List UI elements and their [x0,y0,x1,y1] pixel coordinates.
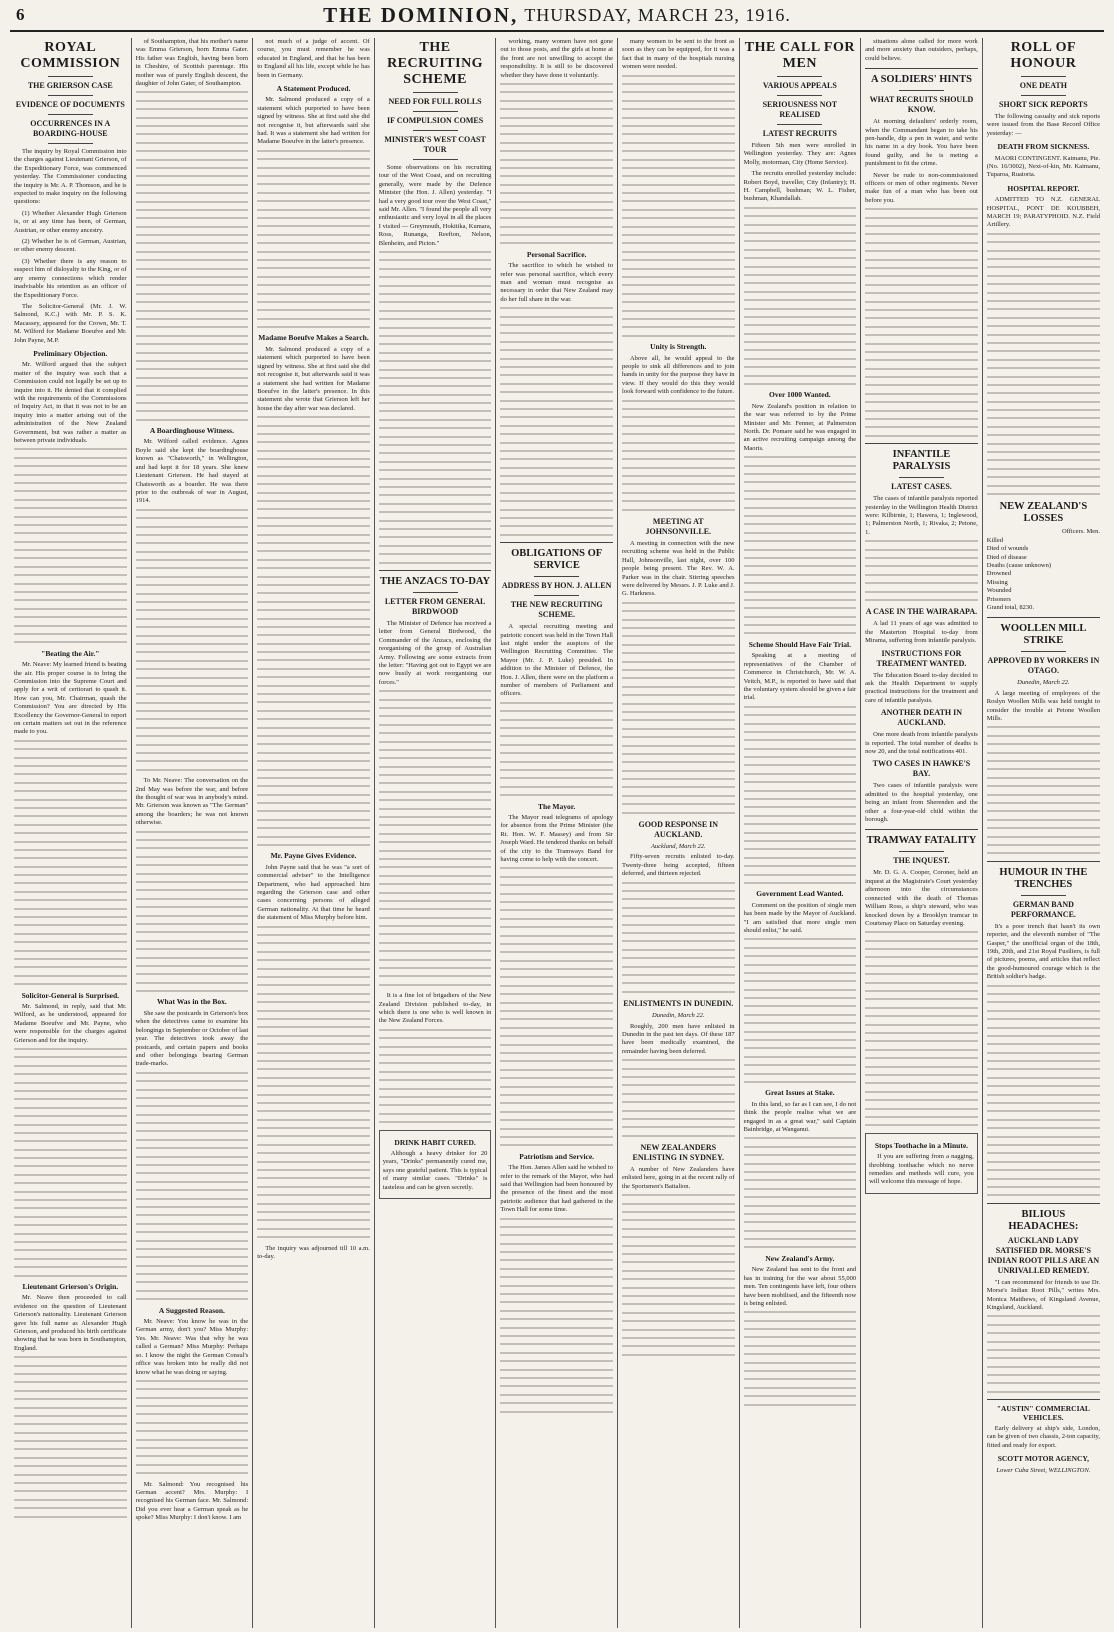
losses-table [987,537,1100,613]
section-subhead: Personal Sacrifice. [526,249,587,259]
text-filler [622,882,735,993]
article-subheadline-4: AUCKLAND LADY SATISFIED DR. MORSE'S INDIAN ROOT PILLS ARE AN UNRIVALLED REMEDY. [987,1235,1100,1275]
article-section: SERIOUSNESS NOT REALISED [762,100,838,119]
paragraph: The following casualty and sick reports were issued from the Base Record Office yesterday: — [986,113,1100,137]
losses-row [987,537,1100,545]
article-subheadline-3: THE INQUEST. [893,856,950,866]
paragraph: Mr. Salmond produced a copy of a statement which purported to have been signed by witness. She at first said she did not recognise it, but afterwards said it was a statement she had written for Madame Boeufve in the latter's presence. In this statement she wrote that Grierson left her house the day after war was declared. [257,345,370,412]
section-subhead: Lieutenant Grierson's Origin. [22,1281,119,1291]
article-subheadline-2: ADDRESS BY HON. J. ALLEN [501,581,612,591]
losses-label: Wounded [986,587,1012,595]
paragraph: many women to be sent to the front as soon as they can be equipped, for it was a fact that in many of the hospitals nursing women were needed. [621,38,735,71]
paragraph: The Solicitor-General (Mr. J. W. Salmond, K.C.) with Mr. P. S. K. Macassey, appeared for the Crown, Mr. T. M. Wilford for Madame Boeufve and Mr. John Payne, M.P. [14,302,127,344]
article-subheadline: VARIOUS APPEALS [762,81,837,90]
section-subhead: New Zealand's Army. [765,1253,835,1263]
paragraph: At morning defaulters' orderly room, when the Commandant began to take his pen-handle, dip a pen in water, and write his name in a dry book. You have been found guilty, and he is meting a punishment to fit the crime. [865,118,978,168]
paragraph: Mr. D. G. A. Cooper, Coroner, held an inquest at the Magistrate's Court yesterday afternoon into the circumstances connected with the death of Thomas William Ross, a ship's steward, who was knocked down by a Brooklyn tramcar in Courtenay Place on Saturday evening. [865,869,978,927]
advertisement [379,1130,492,1199]
section-subhead: Government Lead Wanted. [756,889,844,899]
ad-body: Although a heavy drinker for 20 years, "Drinks" permanently cured me, says one grateful patient. This is typical of many similar cases. "Drinks" is tasteless and can be given secretly. [382,1149,488,1191]
paragraph: Some observations on his recruiting tour of the West Coast, and on recruiting generally, were made by the Defence Minister (the Hon. J. Allen) yesterday. "I had a very good tour over the West Coast," said Mr. Allen. "I found the people all very enthusiastic and very loyal in all the places I visited — Greymouth, Hokitika, Kumara, Ross, Runanga, Reefton, Nelson, Blenheim, and Picton." [378,164,492,247]
ad-title: "AUSTIN" COMMERCIAL VEHICLES. [996,1404,1090,1422]
column-7 [740,38,862,1628]
text-filler [865,540,978,601]
losses-label: Died of wounds [986,545,1029,553]
text-filler [136,91,249,420]
paragraph: Mr. Neave then proceeded to call evidence on the question of Lieutenant Grierson's nationality. Lieutenant Grierson gave his full name as Alexander Hugh Grierson, and produced his birth certificate showing that he was born in Southampton, England. [14,1294,127,1352]
text-filler [136,831,249,992]
losses-row [987,562,1100,570]
text-filler [622,602,735,814]
paragraph: She saw the postcards in Grierson's box when the detectives came to examine his belongings in September or October of last year. The detectives took away the postcards, and certain papers and books and other belongings bearing German trade-marks. [135,1009,249,1068]
page-number: 6 [16,5,25,24]
text-filler [136,509,249,771]
article-section-2: MINISTER'S WEST COAST TOUR [384,135,486,154]
column-6 [618,38,740,1628]
text-filler [987,985,1100,1197]
text-filler [622,400,735,511]
losses-row [987,579,1100,587]
article-headline-2: INFANTILE PARALYSIS [892,449,951,473]
column-8 [861,38,983,1628]
section-subhead: A Boardinghouse Witness. [149,426,234,436]
losses-label: Missing [986,578,1008,586]
column-9 [983,38,1104,1628]
article-section: EVIDENCE OF DOCUMENTS [15,100,125,109]
section-heading: GOOD RESPONSE IN AUCKLAND. [638,820,719,840]
article-headline-2: OBLIGATIONS OF SERVICE [511,548,603,572]
losses-row [987,570,1100,578]
paragraph: Mr. Salmond, in reply, said that Mr. Wilford, as he understood, appeared for Madame Boeufve and Mr. Payne, who were responsible for the charges against Grierson and for the inquiry. [14,1002,127,1044]
masthead [10,0,1104,32]
article-headline-3: TRAMWAY FATALITY [866,835,977,847]
masthead-date: MARCH 23, 1916. [637,4,791,25]
losses-label: Died of disease [986,553,1027,561]
text-filler [14,740,127,985]
paragraph: The sacrifice to which he wished to refer was personal sacrifice, which every man and woman must recognise as necessary in order that New Zealand may do her full share in the war. [500,262,613,303]
text-filler [744,456,857,634]
paragraph: ADMITTED TO N.Z. GENERAL HOSPITAL, PONT DE KOUBBEH, MARCH 19; PARATYPHOID. N.Z. Field Artillery. [986,196,1100,229]
article-headline: A SOLDIERS' HINTS [870,74,972,86]
ad-title: DRINK HABIT CURED. [394,1137,476,1147]
paragraph: (1) Whether Alexander Hugh Grierson is, or at any time has been, of German, Austrian, or other enemy ancestry. [14,209,127,234]
paragraph: (2) Whether he is of German, Austrian, or other enemy descent. [14,238,127,254]
article-subheadline: NEED FOR FULL ROLLS [388,97,482,106]
dateline: Dunedin, March 22. [1017,679,1070,687]
article-headline-4: BILIOUS HEADACHES: [1008,1208,1079,1232]
paragraph: "I can recommend for friends to use Dr. Morse's Indian Root Pills," writes Mrs. Monica Matthews, of Kingsland Avenue, Kingsland, Auckland. [986,1278,1100,1311]
section-heading: A CASE IN THE WAIRARAPA. [865,607,978,617]
paragraph: A meeting in connection with the new recruiting scheme was held in the Public Hall, Johnsonville, last night, over 100 people being present. The Rev. W. A. Parker was in the chair. Stirring speeches were delivered by Messrs. J. P. Luke and J. G. Harkness. [621,540,735,598]
text-filler [136,1380,249,1474]
section-subhead: Madame Boeufve Makes a Search. [258,333,369,343]
section-subhead: HOSPITAL REPORT. [1007,183,1080,193]
losses-row [987,587,1100,595]
paragraph: It's a poor trench that hasn't its own reporter, and the eleventh number of "The Gasper," the unofficial organ of the 18th, 19th, 20th, and 21st Royal Fusiliers, is full of pictures, poems, and articles that reflect the good-humoured courage which is the British soldier's badge. [986,922,1100,981]
losses-label: Deaths (cause unknown) [986,562,1052,569]
paragraph: It is a fine lot of brigadiers of the New Zealand Division published to-day, in which there is one who is well known in the New Zealand Forces. [378,992,492,1025]
section-subhead: Solicitor-General is Surprised. [21,990,120,1000]
paragraph: Mr. Neave: You know he was in the German army, don't you? Miss Murphy: Yes. Mr. Neave: Was that why he was called a German? Miss Murphy: Perhaps so. I know the night the German Consul's office was broken into he really did not know what he was doing or saying. [135,1318,249,1376]
paragraph: The Hon. James Allen said he wished to refer to the remark of the Mayor, who had said that Wellington had been honoured by the presence of the finest and the most patriotic audience that had gathered in the Town Hall for some time. [500,1164,613,1214]
newspaper-title: THE DOMINION, [323,2,519,27]
ad-company: SCOTT MOTOR AGENCY, [997,1454,1090,1464]
losses-label: Grand total, 8230. [986,604,1035,612]
section-heading: ANOTHER DEATH IN AUCKLAND. [880,708,963,728]
paragraph: The Education Board to-day decided to ask the Health Department to supply practical instructions for the treatment and care of infantile paralysis. [865,671,978,704]
article-headline-2: WOOLLEN MILL STRIKE [1000,623,1087,647]
section-heading: TWO CASES IN HAWKE'S BAY. [872,759,971,779]
text-filler [500,83,613,244]
paragraph: Above all, he would appeal to the people to sink all differences and to join hands in unity for the purpose they have in view. If they would do this they would look forward with confidence to the future. [621,354,735,396]
losses-header-label: Officers. Men. [1062,528,1100,536]
paragraph: The recruits enrolled yesterday include: Robert Boyd, traveller, City (Infantry); H. H. Campbell, bushman; W. L. Fisher, bushman, Khandallah. [743,170,857,203]
text-filler [865,931,978,1126]
section-heading: MEETING AT JOHNSONVILLE. [645,517,712,537]
text-filler [257,150,370,328]
section-subhead: A Statement Produced. [276,84,351,94]
text-filler [987,1315,1100,1393]
article-subheadline: ONE DEATH [1019,81,1067,90]
paragraph: Fifteen 5th men were enrolled in Wellington yesterday. They are: Agnes Molly, motorman, City (Home Service). [743,142,857,166]
paragraph: situations alone called for more work and more anxiety than outsiders, perhaps, could believe. [865,38,978,62]
text-filler [14,448,127,643]
text-filler [14,1356,127,1517]
article-section-3: THE NEW RECRUITING SCHEME. [510,600,603,620]
article-section-2: LATEST RECRUITS [762,129,837,138]
section-subhead: Mr. Payne Gives Evidence. [270,851,357,861]
section-subhead: Unity is Strength. [650,342,707,352]
paragraph: Roughly, 200 men have enlisted in Dunedin in the past ten days. Of these 187 have been medically examined, the remainder having been deferred. [621,1022,735,1055]
paragraph: Mr. Wilford called evidence. Agnes Boyle said she kept the boardinghouse known as "Chatsworth," in Wellington, and had kept it for 18 years. She knew Lieutenant Grierson. He had stayed at Chatsworth as a boarder. He was there prior to the outbreak of war in August, 1914. [135,438,249,505]
section-subhead: "Beating the Air." [41,648,100,658]
paragraph: of Southampton, that his mother's name was Emma Grierson, born Emma Gater. His father was English, having been born in Cheshire, of Scottish parentage. His mother was of purely English descent, the daughter of John Gater, of Southampton. [135,38,249,88]
paragraph: Never be rude to non-commissioned officers or men of other regiments. Never make fun of a man who has been out before you. [865,171,978,204]
text-filler [744,1311,857,1405]
text-filler [500,702,613,796]
article-subheadline: THE GRIERSON CASE [27,81,113,90]
paragraph: Fifty-seven recruits enlisted to-day. Twenty-three being accepted, fifteen deferred, and thirteen rejected. [621,853,735,878]
paragraph: Early delivery at ship's side, London, can be given of two chassis, 2-ton capacity, fitted and ready for export. [986,1425,1100,1449]
article-subheadline-2: APPROVED BY WORKERS IN OTAGO. [987,656,1100,676]
paragraph: A lad 11 years of age was admitted to the Masterton Hospital to-day from Mirama, suffering from infantile paralysis. [865,620,978,645]
paragraph: (3) Whether there is any reason to suspect him of disloyalty to the King, or of any enemy connections which render inadvisable his retention as an officer of the Expeditionary Force. [14,257,127,299]
article-headline-3: HUMOUR IN THE TRENCHES [999,866,1088,890]
paragraph: A special recruiting meeting and patriotic concert was held in the Town Hall last night under the auspices of the Wellington Recruiting Committee. The Mayor (Mr. J. P. Luke) presided. In addition to the Minister of Defence, the Hon. J. Allen, there were on the platform a number of members of Parliament and officers. [500,623,613,698]
text-filler [14,1048,127,1277]
text-filler [987,726,1100,854]
losses-row [987,604,1100,612]
paragraph: working, many women have not gone out to those posts, and the girls at home at the front are not unwilling to accept the responsibility. It is still to be discovered whether they have done it voluntarily. [500,38,613,79]
paragraph: New Zealand has sent to the front and has in training for the war about 55,000 men. Ten contingents have left, four others have been mobilised, and the fifteenth now is being enlisted. [743,1266,857,1307]
article-headline: ROYAL COMMISSION [20,40,121,71]
text-filler [500,1218,613,1413]
paragraph: A number of New Zealanders have enlisted here, going in at the recent rally of the Sportsmen's Battalion. [621,1166,735,1190]
columns [10,38,1104,1628]
article-subheadline: LATEST CASES. [891,482,952,492]
text-filler [622,1194,735,1355]
paragraph: Mr. Salmond: You recognised his German accent? Mrs. Murphy: I recognised his German face. Mr. Salmond: Did you ever hear a German speak as he spoke? Miss Murphy: I don't know. I am [135,1480,249,1522]
section-subhead: Over 1000 Wanted. [769,390,831,400]
paragraph: John Payne said that he was "a sort of commercial adviser" to the Intelligence Department, who had approached him regarding the Grierson case and other cases concerning persons of alleged German nationality. At that time he heard the statement of Miss Murphy before him. [257,863,370,922]
ad-body: If you are suffering from a nagging, throbbing toothache which no nerve remedies and methods will cure, you will welcome this message of hope. [869,1153,974,1186]
text-filler [622,75,735,337]
paragraph: Mr. Neave: My learned friend is beating the air. His proper course is to bring the Commission into the Supreme Court and apply for a writ of certiorari to quash it. How can you, Mr. Chairman, quash the Commission? You are directed by His Excellency the Governor-General to report on certain matters set out in the reference made to you. [14,661,127,736]
paragraph: Comment on the position of single men has been made by the Mayor of Auckland. "I am satisfied that more single men should enlist," he said. [743,901,857,934]
paragraph: MAORI CONTINGENT. Kaimanu, Pte. (No. 16/3002), Next-of-kin, Mr. Kaimanu, Tuparoa, Ruatoria. [986,154,1100,179]
losses-row [987,554,1100,562]
paragraph: The inquiry was adjourned till 10 a.m. to-day. [257,1244,370,1260]
masthead-day: THURSDAY, [524,4,632,25]
article-section: IF COMPULSION COMES [387,116,484,125]
text-filler [379,690,492,986]
losses-row [987,596,1100,604]
article-section: SHORT SICK REPORTS [999,100,1088,109]
article-section: WHAT RECRUITS SHOULD KNOW. [869,95,974,115]
paragraph: Two cases of infantile paralysis were admitted to the hospital yesterday, one being an infant from Sherenden and the other a four-year-old child within the borough. [865,782,978,824]
dateline: Auckland, March 22. [650,843,706,851]
text-filler [500,307,613,536]
paragraph: The cases of infantile paralysis reported yesterday in the Wellington Health District were: Kilbirnie, 1; Hawera, 1; Inglewood, 1; Palmerston North, 1; Rivaka, 2; Petone, 1. [865,495,978,536]
paragraph: Mr. Salmond produced a copy of a statement which purported to have been signed by witness. She at first said she did not recognise it, but afterwards said she had. It was a statement she had written for Madame Boeufve in the latter's presence. [257,96,370,146]
losses-header [987,528,1100,536]
ad-title: Stops Toothache in a Minute. [874,1140,969,1150]
text-filler [379,251,492,563]
text-filler [136,1072,249,1301]
section-subhead: Scheme Should Have Fair Trial. [748,639,852,649]
paragraph: A large meeting of employees of the Roslyn Woollen Mills was held tonight to consider the trouble at Petone Woollen Mills. [986,689,1100,723]
column-4 [375,38,497,1628]
section-subhead: What Was in the Box. [157,997,227,1007]
paragraph: In this land, so far as I can see, I do not think the people realise what we are engaged in as a great war," said Captain Bainbridge, at Wanganui. [743,1100,857,1133]
losses-label: Prisoners [986,595,1011,603]
text-filler [744,1137,857,1248]
text-filler [500,867,613,1146]
article-headline: THE RECRUITING SCHEME [387,40,484,87]
text-filler [622,1059,735,1137]
text-filler [744,938,857,1083]
section-subhead: DEATH FROM SICKNESS. [997,142,1090,152]
paragraph: The Mayor read telegrams of apology for absence from the Prime Minister (the Rt. Hon. W. F. Massey) and from Sir Joseph Ward. He tendered thanks on behalf of the city to the Tramways Band for having come to help with the concert. [500,813,613,863]
paragraph: To Mr. Neave: The conversation on the 2nd May was before the war, and before the thought of war was in anybody's mind. Mr. Grierson was known as "The German" among the boarders; he was not known otherwise. [135,777,249,827]
section-subhead: Great Issues at Stake. [765,1088,835,1098]
dateline: Dunedin, March 22. [652,1012,705,1020]
section-heading: ENLISTMENTS IN DUNEDIN. [623,999,734,1009]
ad-address: Lower Cuba Street, WELLINGTON. [996,1466,1091,1474]
column-3 [253,38,375,1628]
losses-label: Killed [986,536,1003,544]
losses-row [987,545,1100,553]
section-heading: NEW ZEALANDERS ENLISTING IN SYDNEY. [632,1143,725,1163]
article-headline: THE CALL FOR MEN [744,40,855,71]
text-filler [379,1029,492,1123]
text-filler [257,416,370,846]
section-subhead: A Suggested Reason. [158,1305,225,1315]
article-subheadline-2: LETTER FROM GENERAL BIRDWOOD [384,596,486,616]
paragraph: New Zealand's position in relation to the war was referred to by the Prime Minister and Mr. Fenner, at Palmerston North. Dr. Pomare said he was engaged in an active recruiting campaign among the Maoris. [743,402,857,452]
paragraph: not much of a judge of accent. Of course, you must remember he was educated in England, and that he has been to England all his life, except while he has been in Germany. [257,38,370,79]
article-headline: ROLL OF HONOUR [1010,40,1077,71]
text-filler [744,706,857,884]
section-subhead: Patriotism and Service. [519,1151,595,1161]
text-filler [257,926,370,1238]
article-section-2: OCCURRENCES IN A BOARDING-HOUSE [30,119,111,138]
column-5 [496,38,618,1628]
section-heading: INSTRUCTIONS FOR TREATMENT WANTED. [876,648,967,668]
column-1 [10,38,132,1628]
losses-heading: NEW ZEALAND'S LOSSES [999,501,1088,525]
paragraph: The Minister of Defence has received a letter from General Birdwood, the Commander of the Anzacs, enclosing the reorganising of the group of Australian Army. Following are some extracts from the letter: "Having got out to Egypt we are now busily at work reorganising our forces." [378,619,492,686]
paragraph: The inquiry by Royal Commission into the charges against Lieutenant Grierson, of the Expeditionary Force, was commenced yesterday. The Commissioner conducting the inquiry is Mr. A. P. Thomson, and he is expected to make inquiry on the following questions: [14,148,127,206]
text-filler [744,207,857,385]
section-subhead: The Mayor. [538,801,576,811]
section-subhead: Preliminary Objection. [33,348,108,358]
column-2 [132,38,254,1628]
text-filler [865,208,978,437]
text-filler [987,233,1100,495]
article-headline-2: THE ANZACS TO-DAY [380,575,491,587]
paragraph: One more death from infantile paralysis is reported. The total number of deaths is now 20, and the total notifications 401. [865,731,978,756]
advertisement [865,1133,978,1194]
article-subheadline-3: GERMAN BAND PERFORMANCE. [1010,899,1076,919]
paragraph: Speaking at a meeting of representatives of the Chamber of Commerce in Christchurch, Mr. W. A. Veitch, M.P., is reported to have said that the voluntary system should be given a fair trial. [743,652,857,702]
paragraph: Mr. Wilford argued that the subject matter of the inquiry was such that a Commission could not legally be set up to inquire into it. He denied that it complied with the requirements of the Commissions of Inquiry Act, in that it was not to be an inquiry into a matter arising out of the administration of the New Zealand Government, but was rather a matter as between private individuals. [14,361,127,444]
losses-label: Drowned [986,570,1011,578]
